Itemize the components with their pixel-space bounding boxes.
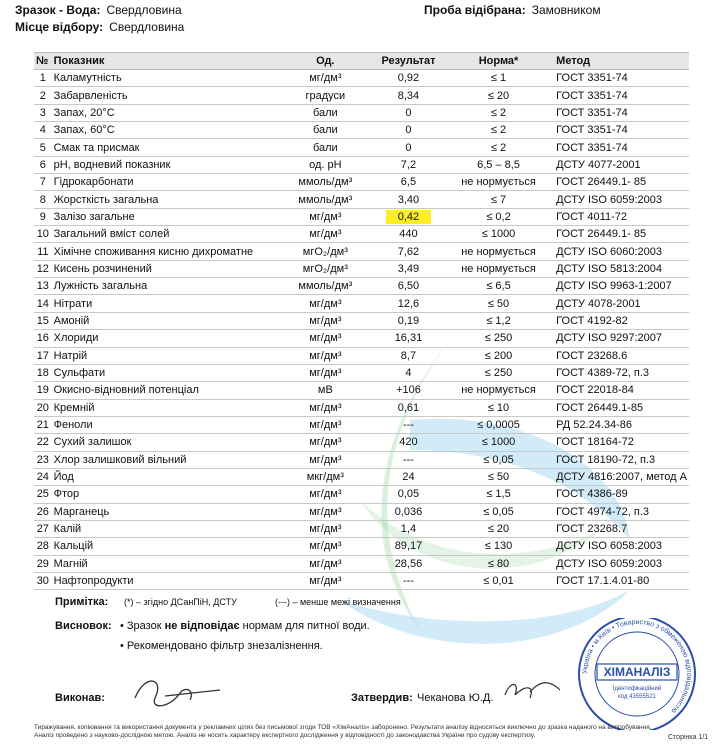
conclusion-line-1 [120,620,370,632]
row-parameter: Нітрати [52,295,281,312]
row-method: ГОСТ 4192-82 [550,312,689,329]
row-result: 3,49 [370,260,447,277]
row-norm: 6,5 – 8,5 [447,156,550,173]
row-number: 3 [34,104,52,121]
row-parameter: Марганець [52,503,281,520]
place-value: Свердловина [109,20,185,34]
row-method: ДСТУ ISO 9297:2007 [550,330,689,347]
row-result: 12,6 [370,295,447,312]
table-row [34,555,689,572]
table-row [34,520,689,537]
row-number: 1 [34,70,52,87]
row-unit: мг/дм³ [281,226,370,243]
row-result: 0 [370,139,447,156]
table-row [34,382,689,399]
row-unit: мг/дм³ [281,347,370,364]
row-result: --- [370,416,447,433]
row-parameter: Нафтопродукти [52,572,281,589]
column-header: Метод [550,53,689,70]
row-result: 6,5 [370,174,447,191]
row-result [370,208,447,225]
row-norm: ≤ 2 [447,104,550,121]
row-method: ГОСТ 3351-74 [550,139,689,156]
row-method: ГОСТ 4974-72, п.3 [550,503,689,520]
row-method: ГОСТ 3351-74 [550,122,689,139]
row-parameter: Амоній [52,312,281,329]
approved-label: Затвердив: [351,692,413,704]
row-unit: мг/дм³ [281,451,370,468]
column-header: Результат [370,53,447,70]
column-header: № [34,53,52,70]
table-row [34,572,689,589]
row-parameter: Окисно-відновний потенціал [52,382,281,399]
table-row [34,538,689,555]
row-number: 17 [34,347,52,364]
row-number: 12 [34,260,52,277]
row-method: ГОСТ 26449.1- 85 [550,174,689,191]
table-row [34,243,689,260]
stamp-center-text: ХІМАНАЛІЗ [603,665,671,679]
sample-label: Зразок - Вода: [15,3,101,17]
row-number: 9 [34,208,52,225]
row-method: ГОСТ 26449.1-85 [550,399,689,416]
row-number: 11 [34,243,52,260]
row-norm: не нормується [447,382,550,399]
row-number: 21 [34,416,52,433]
row-unit: мг/дм³ [281,399,370,416]
row-unit: ммоль/дм³ [281,191,370,208]
row-norm: ≤ 10 [447,399,550,416]
row-method: ГОСТ 23268.6 [550,347,689,364]
table-row [34,122,689,139]
row-unit: мг/дм³ [281,434,370,451]
column-header: Норма* [447,53,550,70]
row-method: ГОСТ 23268.7 [550,520,689,537]
table-row [34,347,689,364]
row-norm: ≤ 250 [447,364,550,381]
row-number: 22 [34,434,52,451]
row-norm: ≤ 200 [447,347,550,364]
row-parameter: Йод [52,468,281,485]
row-unit: мг/дм³ [281,555,370,572]
row-number: 7 [34,174,52,191]
row-unit: ммоль/дм³ [281,278,370,295]
table-row [34,486,689,503]
row-unit: ммоль/дм³ [281,174,370,191]
row-unit: мг/дм³ [281,520,370,537]
row-result: 89,17 [370,538,447,555]
row-parameter: Сульфати [52,364,281,381]
row-number: 20 [34,399,52,416]
row-method: ГОСТ 18190-72, п.3 [550,451,689,468]
row-result: 0,61 [370,399,447,416]
row-method: ГОСТ 4011-72 [550,208,689,225]
stamp-ring-text: Україна • м.Київ • Товариство з обмеженою відповідальністю [581,618,693,715]
table-row [34,278,689,295]
table-row [34,434,689,451]
note-below-limit: (---) – менше межі визначення [275,597,401,607]
row-number: 29 [34,555,52,572]
table-row [34,70,689,87]
notes-label: Примітка: [55,596,109,608]
row-number: 2 [34,87,52,104]
row-parameter: Запах, 20°С [52,104,281,121]
table-row [34,503,689,520]
row-method: ДСТУ 4078-2001 [550,295,689,312]
row-parameter: Гідрокарбонати [52,174,281,191]
row-parameter: Калій [52,520,281,537]
row-parameter: Лужність загальна [52,278,281,295]
row-result: 7,2 [370,156,447,173]
row-norm: ≤ 50 [447,295,550,312]
row-unit: мг/дм³ [281,538,370,555]
table-row [34,468,689,485]
row-parameter: Забарвленість [52,87,281,104]
row-result: 6,50 [370,278,447,295]
row-number: 15 [34,312,52,329]
table-row [34,191,689,208]
row-norm: ≤ 130 [447,538,550,555]
row-result: 0,19 [370,312,447,329]
sample-line [15,3,182,17]
table-body [34,70,689,590]
row-parameter: рН, водневий показник [52,156,281,173]
row-number: 10 [34,226,52,243]
row-result: 7,62 [370,243,447,260]
row-result: 0,92 [370,70,447,87]
results-table [34,52,689,590]
row-unit: мкг/дм³ [281,468,370,485]
row-unit: мг/дм³ [281,364,370,381]
row-norm: ≤ 1,2 [447,312,550,329]
row-result: 0 [370,122,447,139]
signature-approved [500,670,570,710]
row-number: 18 [34,364,52,381]
table-row [34,156,689,173]
row-unit: мгО₂/дм³ [281,243,370,260]
conclusion-text: • Зразок [120,620,165,632]
row-parameter: Запах, 60°С [52,122,281,139]
row-method: ДСТУ ISO 5813:2004 [550,260,689,277]
row-parameter: Хлориди [52,330,281,347]
row-result: 8,7 [370,347,447,364]
table-row [34,104,689,121]
row-parameter: Кальцій [52,538,281,555]
row-norm: ≤ 2 [447,139,550,156]
taken-value: Замовником [531,3,601,17]
table-row [34,226,689,243]
row-unit: мВ [281,382,370,399]
row-unit: градуси [281,87,370,104]
table-header-row [34,53,689,70]
row-result: 1,4 [370,520,447,537]
row-method: ГОСТ 17.1.4.01-80 [550,572,689,589]
row-result: 16,31 [370,330,447,347]
row-number: 8 [34,191,52,208]
row-norm: ≤ 7 [447,191,550,208]
row-unit: мг/дм³ [281,295,370,312]
row-unit: бали [281,104,370,121]
row-method: ГОСТ 3351-74 [550,70,689,87]
footer-disclaimer: Тиражування, копіювання та використання документа у рекламних цілях без письмової згоди ТОВ «ХімАналіз» заборонено. Результати аналізу відносяться виключно до зразка наданого на випробування. Аналіз проведено з науково-дослідною метою. Аналіз не носить характеру експертного дослідження у відповідності до законодавства України про судову експертизу. [34,724,652,739]
table-row [34,399,689,416]
row-number: 30 [34,572,52,589]
row-norm: ≤ 20 [447,87,550,104]
row-result: 4 [370,364,447,381]
conclusion-bold: не відповідає [164,620,240,632]
row-norm: ≤ 1000 [447,226,550,243]
row-unit: мгО₂/дм³ [281,260,370,277]
row-unit: мг/дм³ [281,486,370,503]
row-method: ДСТУ ISO 6059:2003 [550,555,689,572]
row-result: 24 [370,468,447,485]
row-parameter: Залізо загальне [52,208,281,225]
column-header: Показник [52,53,281,70]
place-line [15,20,184,34]
row-number: 5 [34,139,52,156]
table-row [34,87,689,104]
row-number: 23 [34,451,52,468]
column-header: Од. [281,53,370,70]
row-result: --- [370,572,447,589]
row-result: --- [370,451,447,468]
stamp-sub-text: Ідентифікаційний [612,686,662,692]
row-norm: ≤ 1000 [447,434,550,451]
row-norm: ≤ 0,2 [447,208,550,225]
conclusion-label: Висновок: [55,620,112,632]
conclusion-text: нормам для питної води. [239,620,370,632]
row-number: 24 [34,468,52,485]
row-method: ДСТУ 4816:2007, метод А [550,468,689,485]
row-norm: ≤ 1,5 [447,486,550,503]
row-parameter: Хлор залишковий вільний [52,451,281,468]
row-unit: од. рН [281,156,370,173]
row-unit: мг/дм³ [281,572,370,589]
row-unit: бали [281,139,370,156]
stamp-code-text: код 43555521 [618,694,656,700]
row-unit: мг/дм³ [281,503,370,520]
row-norm: не нормується [447,174,550,191]
company-stamp [562,618,712,730]
row-norm: ≤ 250 [447,330,550,347]
row-norm: ≤ 20 [447,520,550,537]
row-result: 420 [370,434,447,451]
row-unit: мг/дм³ [281,208,370,225]
row-parameter: Фтор [52,486,281,503]
row-number: 26 [34,503,52,520]
row-norm: не нормується [447,260,550,277]
row-number: 27 [34,520,52,537]
row-parameter: Каламутність [52,70,281,87]
table-row [34,208,689,225]
row-result: 8,34 [370,87,447,104]
row-unit: мг/дм³ [281,312,370,329]
row-method: ДСТУ ISO 6058:2003 [550,538,689,555]
taken-label: Проба відібрана: [424,3,526,17]
row-method: ГОСТ 22018-84 [550,382,689,399]
row-parameter: Кремній [52,399,281,416]
row-parameter: Жорсткість загальна [52,191,281,208]
note-norm-source: (*) – згідно ДСанПіН, ДСТУ [124,597,237,607]
table-row [34,174,689,191]
row-parameter: Сухий залишок [52,434,281,451]
row-method: ГОСТ 18164-72 [550,434,689,451]
row-norm: ≤ 6,5 [447,278,550,295]
row-number: 25 [34,486,52,503]
taken-line [424,3,601,17]
row-method: ГОСТ 26449.1- 85 [550,226,689,243]
row-parameter: Загальний вміст солей [52,226,281,243]
row-number: 19 [34,382,52,399]
page-number: Сторінка 1/1 [668,734,709,741]
row-method: ГОСТ 4389-72, п.3 [550,364,689,381]
row-norm: ≤ 50 [447,468,550,485]
row-result: 3,40 [370,191,447,208]
row-method: ДСТУ 4077-2001 [550,156,689,173]
approved-name: Чеканова Ю.Д. [417,692,494,704]
table-row [34,312,689,329]
row-norm: ≤ 0,05 [447,503,550,520]
table-row [34,416,689,433]
row-norm: ≤ 80 [447,555,550,572]
row-method: ДСТУ ISO 6059:2003 [550,191,689,208]
row-method: ГОСТ 4386-89 [550,486,689,503]
row-unit: мг/дм³ [281,416,370,433]
table-row [34,139,689,156]
row-number: 6 [34,156,52,173]
row-parameter: Смак та присмак [52,139,281,156]
row-result: +106 [370,382,447,399]
row-result: 0,036 [370,503,447,520]
row-result: 0 [370,104,447,121]
row-number: 28 [34,538,52,555]
row-parameter: Феноли [52,416,281,433]
row-norm: не нормується [447,243,550,260]
result-highlight: 0,42 [386,210,431,224]
row-parameter: Хімічне споживання кисню дихроматне [52,243,281,260]
row-norm: ≤ 0,05 [447,451,550,468]
conclusion-line-2: • Рекомендовано фільтр знезалізнення. [120,640,323,652]
row-method: ДСТУ ISO 6060:2003 [550,243,689,260]
row-norm: ≤ 0,01 [447,572,550,589]
row-norm: ≤ 0,0005 [447,416,550,433]
table-row [34,295,689,312]
row-number: 14 [34,295,52,312]
signature-performed [125,668,225,718]
place-label: Місце відбору: [15,20,104,34]
row-number: 13 [34,278,52,295]
table-row [34,364,689,381]
table-row [34,260,689,277]
row-result: 28,56 [370,555,447,572]
row-method: ГОСТ 3351-74 [550,104,689,121]
row-norm: ≤ 1 [447,70,550,87]
row-method: ГОСТ 3351-74 [550,87,689,104]
row-result: 440 [370,226,447,243]
row-number: 16 [34,330,52,347]
row-result: 0,05 [370,486,447,503]
row-method: РД 52.24.34-86 [550,416,689,433]
table-row [34,330,689,347]
row-unit: бали [281,122,370,139]
performed-label: Виконав: [55,692,105,704]
row-parameter: Магній [52,555,281,572]
row-unit: мг/дм³ [281,70,370,87]
row-method: ДСТУ ISO 9963-1:2007 [550,278,689,295]
row-unit: мг/дм³ [281,330,370,347]
row-parameter: Кисень розчинений [52,260,281,277]
sample-value: Свердловина [106,3,182,17]
row-number: 4 [34,122,52,139]
row-norm: ≤ 2 [447,122,550,139]
table-row [34,451,689,468]
row-parameter: Натрій [52,347,281,364]
